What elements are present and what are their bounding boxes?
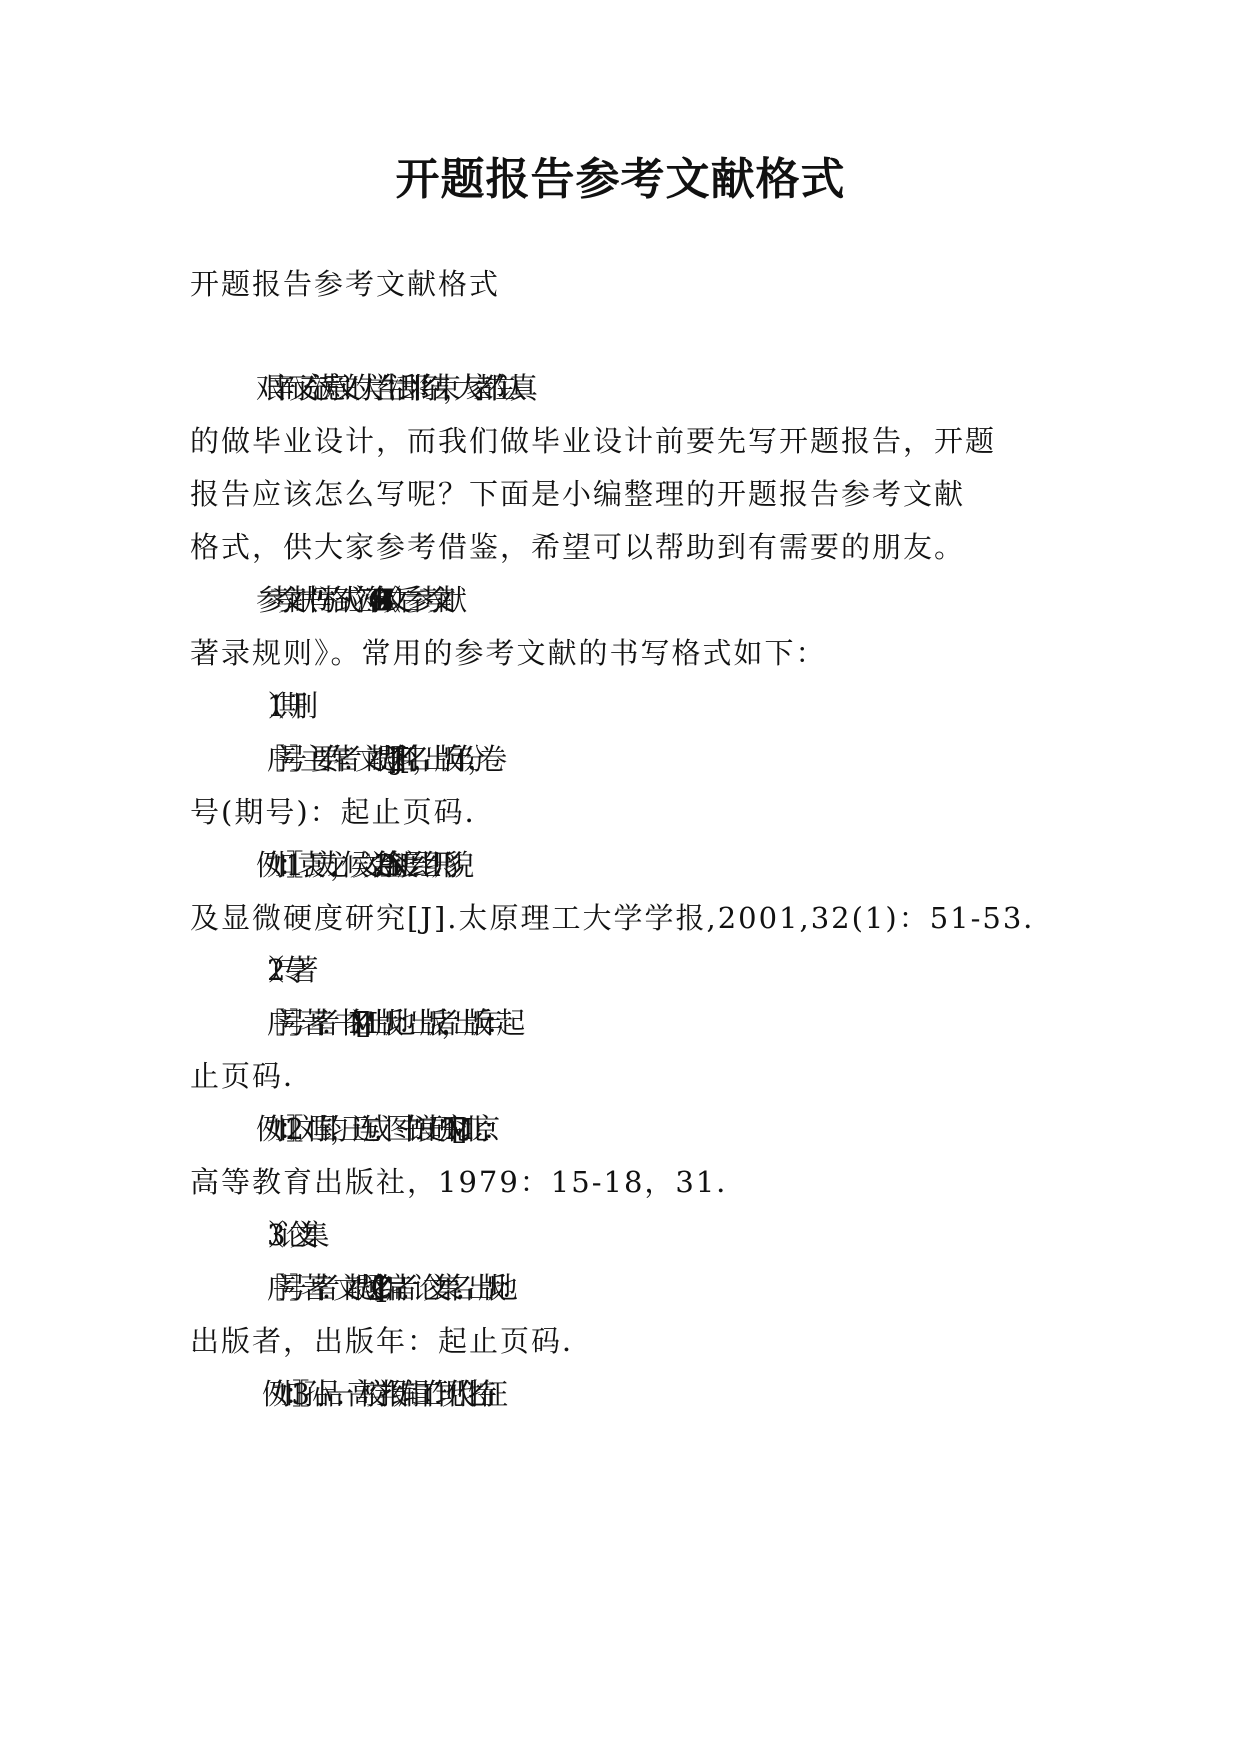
format-line: 出版者，出版年：起止页码． [190, 1324, 594, 1358]
section-heading: （1）期刊 [256, 689, 301, 723]
example-line: 例如：［1］袁庆龙，候文义．Ni-P 合金镀层组织形貌 [256, 848, 457, 882]
format-line: 号(期号)：起止页码． [190, 795, 496, 829]
section-heading: （3）论文集 [256, 1218, 312, 1252]
format-line: ［序号］著者．书名[M]．出版地：出版者，出版年：起 [256, 1006, 508, 1040]
example-line: 例如：［2］刘国钧，王连成．图书馆史研究[M]．北京： [256, 1112, 494, 1146]
document-subtitle: 开题报告参考文献格式 [190, 267, 501, 301]
paragraph-line: 报告应该怎么写呢？下面是小编整理的开题报告参考文献 [190, 477, 966, 511]
format-line: ［序号］著者．文献题名[C]．编者．论文集名．出版地： [256, 1271, 511, 1305]
format-line: ［序号］主要作者．文献题名[J]．刊名，出版年份，卷 [256, 742, 490, 776]
paragraph-line: 艰辛而又充满意义的大学生活即将结束，大家都在认真 [256, 371, 521, 405]
example-line: 高等教育出版社，1979：15-18，31． [190, 1165, 748, 1199]
format-line: 止页码． [190, 1059, 315, 1093]
document-title: 开题报告参考文献格式 [395, 154, 846, 205]
paragraph-line: 格式，供大家参考借鉴，希望可以帮助到有需要的朋友。 [190, 530, 966, 564]
example-line: 例如：［3］孙品一．高校学报编辑工作现代化特征 [262, 1377, 490, 1411]
example-line: 及显微硬度研究[J].太原理工大学学报,2001,32(1)：51-53． [190, 901, 1055, 935]
paragraph-line: 参考文献书写格式应符合 GB7714-1987《文后参考文献 [256, 583, 450, 617]
paragraph-line: 的做毕业设计，而我们做毕业设计前要先写开题报告，开题 [190, 424, 997, 458]
section-heading: （2）专著 [256, 953, 301, 987]
paragraph-line: 著录规则》。常用的参考文献的书写格式如下： [190, 636, 827, 670]
